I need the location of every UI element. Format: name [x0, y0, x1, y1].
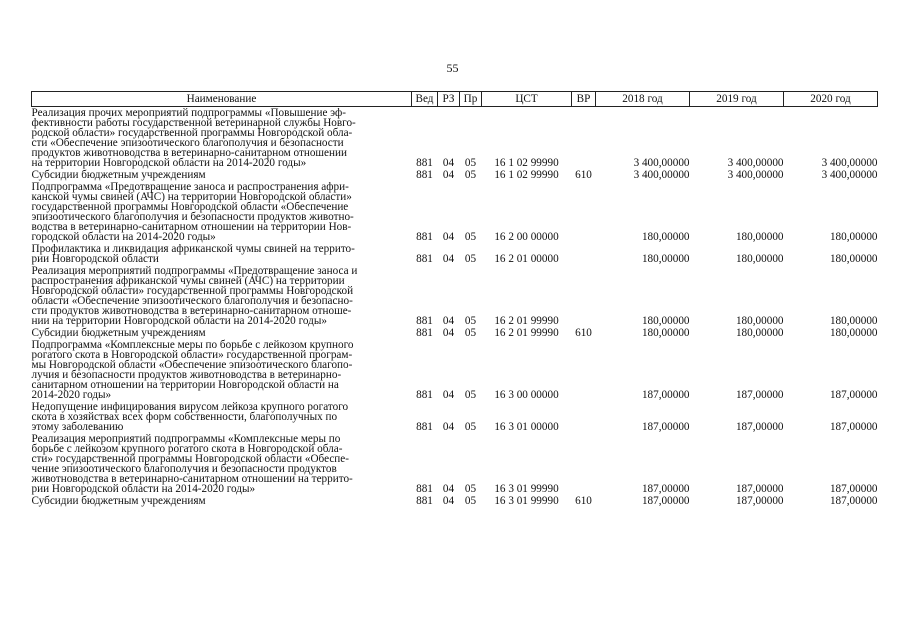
amount-2019-cell: 3 400,00000 [727, 157, 784, 169]
vr-cell [572, 433, 596, 495]
row-name-line: родской области» государственной программы Новгородской обла- [31, 127, 353, 139]
table-row [32, 339, 878, 401]
header-2018: 2018 год [596, 92, 690, 107]
amount-2020-cell: 180,00000 [829, 253, 878, 265]
amount-2020-cell: 187,00000 [829, 495, 878, 507]
rz-cell: 04 [442, 421, 455, 433]
pr-cell: 05 [464, 483, 477, 495]
row-name-line: нии на территории Новгородской области на 2014-2020 годы» [31, 315, 327, 327]
row-name-cell [32, 181, 412, 243]
amount-2020-cell: 187,00000 [829, 421, 878, 433]
amount-2020-cell: 187,00000 [829, 389, 878, 401]
pr-cell: 05 [464, 157, 477, 169]
cst-cell: 16 3 00 00000 [494, 389, 559, 401]
amount-2020-cell: 3 400,00000 [821, 157, 878, 169]
table-row [32, 495, 878, 507]
table-row [32, 327, 878, 339]
row-name-line: Реализация мероприятий подпрограммы «Комплексные меры по [31, 433, 341, 445]
row-name-line: 2014-2020 годы» [31, 389, 112, 401]
row-name-line: санитарном отношении на территории Новгородской области на [31, 379, 339, 391]
row-name-line: Реализация мероприятий подпрограммы «Предотвращение заноса и [31, 265, 358, 277]
cst-cell: 16 2 01 00000 [494, 253, 559, 265]
row-name-line: этому заболеванию [31, 421, 124, 433]
rz-cell: 04 [442, 495, 455, 507]
amount-2018-cell: 180,00000 [641, 253, 690, 265]
row-name-line: Субсидии бюджетным учреждениям [31, 169, 206, 181]
table-row [32, 169, 878, 181]
amount-2018-cell: 187,00000 [641, 389, 690, 401]
row-name-line: Подпрограмма «Комплексные меры по борьбе с лейкозом крупного [31, 339, 354, 351]
amount-2018-cell: 187,00000 [641, 483, 690, 495]
pr-cell: 05 [464, 495, 477, 507]
pr-cell: 05 [464, 327, 477, 339]
row-name-cell [32, 107, 412, 170]
amount-2018-cell: 180,00000 [641, 327, 690, 339]
header-2020: 2020 год [784, 92, 878, 107]
cst-cell: 16 1 02 99990 [494, 169, 559, 181]
row-name-cell [32, 433, 412, 495]
row-name-line: лучия и безопасности продуктов животноводства в ветеринарно- [31, 369, 342, 381]
ved-cell: 881 [416, 495, 433, 507]
pr-cell: 05 [464, 253, 477, 265]
vr-cell [572, 181, 596, 243]
row-name-line: государственной программы Новгородской области «Обеспечение [31, 201, 349, 213]
pr-cell: 05 [464, 169, 477, 181]
table-row [32, 107, 878, 170]
amount-2019-cell: 187,00000 [735, 483, 784, 495]
amount-2018-cell: 187,00000 [641, 495, 690, 507]
page-number: 55 [446, 61, 459, 75]
row-name-line: скота в хозяйствах всех форм собственности, благополучных по [31, 411, 338, 423]
row-name-cell [32, 243, 412, 265]
table-header-row [32, 92, 878, 107]
amount-2018-cell: 180,00000 [641, 315, 690, 327]
rz-cell: 04 [442, 253, 455, 265]
ved-cell: 881 [416, 157, 433, 169]
row-name-cell [32, 265, 412, 327]
amount-2018-cell: 3 400,00000 [633, 157, 690, 169]
row-name-line: Профилактика и ликвидация африканской чумы свиней на террито- [31, 243, 355, 255]
amount-2018-cell: 187,00000 [641, 421, 690, 433]
ved-cell: 881 [416, 169, 433, 181]
amount-2019-cell: 180,00000 [735, 315, 784, 327]
vr-cell [572, 339, 596, 401]
ved-cell: 881 [416, 231, 433, 243]
amount-2019-cell: 187,00000 [735, 389, 784, 401]
row-name-line: сти» государственной программы Новгородской области «Обеспе- [31, 453, 349, 465]
header-rz: РЗ [438, 92, 460, 107]
header-vr: ВР [572, 92, 596, 107]
rz-cell: 04 [442, 483, 455, 495]
row-name-line: водства в ветеринарно-санитарном отношении на территории Нов- [31, 221, 352, 233]
pr-cell: 05 [464, 389, 477, 401]
amount-2019-cell: 187,00000 [735, 495, 784, 507]
header-cst: ЦСТ [482, 92, 572, 107]
cst-cell: 16 1 02 99990 [494, 157, 559, 169]
header-pr: Пр [460, 92, 482, 107]
row-name-line: рии Новгородской области [31, 253, 159, 265]
pr-cell: 05 [464, 231, 477, 243]
row-name-line: продуктов животноводства в ветеринарно-санитарном отношении [31, 147, 347, 159]
amount-2018-cell: 3 400,00000 [633, 169, 690, 181]
vr-cell [572, 265, 596, 327]
amount-2020-cell: 3 400,00000 [821, 169, 878, 181]
pr-cell: 05 [464, 421, 477, 433]
table-row [32, 433, 878, 495]
amount-2019-cell: 180,00000 [735, 231, 784, 243]
row-name-line: животноводства в ветеринарно-санитарном отношении на террито- [31, 473, 353, 485]
row-name-line: сти «Обеспечение эпизоотического благополучия и безопасности [31, 137, 344, 149]
row-name-line: эпизоотического благополучия и безопасности продуктов животно- [31, 211, 354, 223]
row-name-line: Субсидии бюджетным учреждениям [31, 327, 206, 339]
row-name-line: области «Обеспечение эпизоотического благополучия и безопасно- [31, 295, 353, 307]
ved-cell: 881 [416, 253, 433, 265]
cst-cell: 16 2 00 00000 [494, 231, 559, 243]
row-name-line: рии Новгородской области на 2014-2020 годы» [31, 483, 256, 495]
ved-cell: 881 [416, 315, 433, 327]
row-name-cell [32, 169, 412, 181]
amount-2020-cell: 187,00000 [829, 483, 878, 495]
rz-cell: 04 [442, 327, 455, 339]
header-name: Наименование [32, 92, 412, 107]
row-name-line: сти продуктов животноводства в ветеринарно-санитарном отноше- [31, 305, 352, 317]
table-row [32, 401, 878, 433]
rz-cell: 04 [442, 389, 455, 401]
row-name-line: чение эпизоотического благополучия и безопасности продуктов [31, 463, 337, 475]
header-2019: 2019 год [690, 92, 784, 107]
row-name-line: Реализация прочих мероприятий подпрограммы «Повышение эф- [31, 107, 346, 119]
amount-2020-cell: 180,00000 [829, 315, 878, 327]
vr-cell [572, 107, 596, 170]
row-name-line: рогатого скота в Новгородской области» государственной програм- [31, 349, 353, 361]
amount-2018-cell: 180,00000 [641, 231, 690, 243]
vr-cell: 610 [575, 169, 592, 181]
row-name-cell [32, 327, 412, 339]
row-name-line: Новгородской области» государственной программы Новгородской [31, 285, 354, 297]
amount-2019-cell: 180,00000 [735, 327, 784, 339]
ved-cell: 881 [416, 389, 433, 401]
header-ved: Вед [412, 92, 438, 107]
amount-2020-cell: 180,00000 [829, 327, 878, 339]
rz-cell: 04 [442, 315, 455, 327]
budget-table [31, 91, 878, 507]
amount-2019-cell: 187,00000 [735, 421, 784, 433]
row-name-cell [32, 401, 412, 433]
table-row [32, 265, 878, 327]
cst-cell: 16 3 01 99990 [494, 495, 559, 507]
table-body [32, 107, 878, 508]
cst-cell: 16 2 01 99990 [494, 327, 559, 339]
table-row [32, 181, 878, 243]
cst-cell: 16 2 01 99990 [494, 315, 559, 327]
ved-cell: 881 [416, 327, 433, 339]
row-name-line: Подпрограмма «Предотвращение заноса и распространения афри- [31, 181, 349, 193]
row-name-line: Субсидии бюджетным учреждениям [31, 495, 206, 507]
rz-cell: 04 [442, 231, 455, 243]
row-name-line: распространения африканской чумы свиней (АЧС) на территории [31, 275, 345, 287]
row-name-line: городской области на 2014-2020 годы» [31, 231, 216, 243]
cst-cell: 16 3 01 00000 [494, 421, 559, 433]
table-row [32, 243, 878, 265]
amount-2020-cell: 180,00000 [829, 231, 878, 243]
row-name-cell [32, 495, 412, 507]
ved-cell: 881 [416, 421, 433, 433]
amount-2019-cell: 180,00000 [735, 253, 784, 265]
row-name-line: Недопущение инфицирования вирусом лейкоза крупного рогатого [31, 401, 349, 413]
vr-cell [572, 401, 596, 433]
vr-cell: 610 [575, 495, 592, 507]
rz-cell: 04 [442, 157, 455, 169]
pr-cell: 05 [464, 315, 477, 327]
row-name-line: канской чумы свиней (АЧС) на территории Новгородской области» [31, 191, 352, 203]
vr-cell: 610 [575, 327, 592, 339]
row-name-cell [32, 339, 412, 401]
row-name-line: борьбе с лейкозом крупного рогатого скота в Новгородской обла- [31, 443, 343, 455]
ved-cell: 881 [416, 483, 433, 495]
rz-cell: 04 [442, 169, 455, 181]
row-name-line: на территории Новгородской области на 2014-2020 годы» [31, 157, 307, 169]
cst-cell: 16 3 01 99990 [494, 483, 559, 495]
row-name-line: фективности работы государственной ветеринарной службы Новго- [31, 117, 356, 129]
amount-2019-cell: 3 400,00000 [727, 169, 784, 181]
row-name-line: мы Новгородской области «Обеспечение эпизоотического благопо- [31, 359, 353, 371]
vr-cell [572, 243, 596, 265]
